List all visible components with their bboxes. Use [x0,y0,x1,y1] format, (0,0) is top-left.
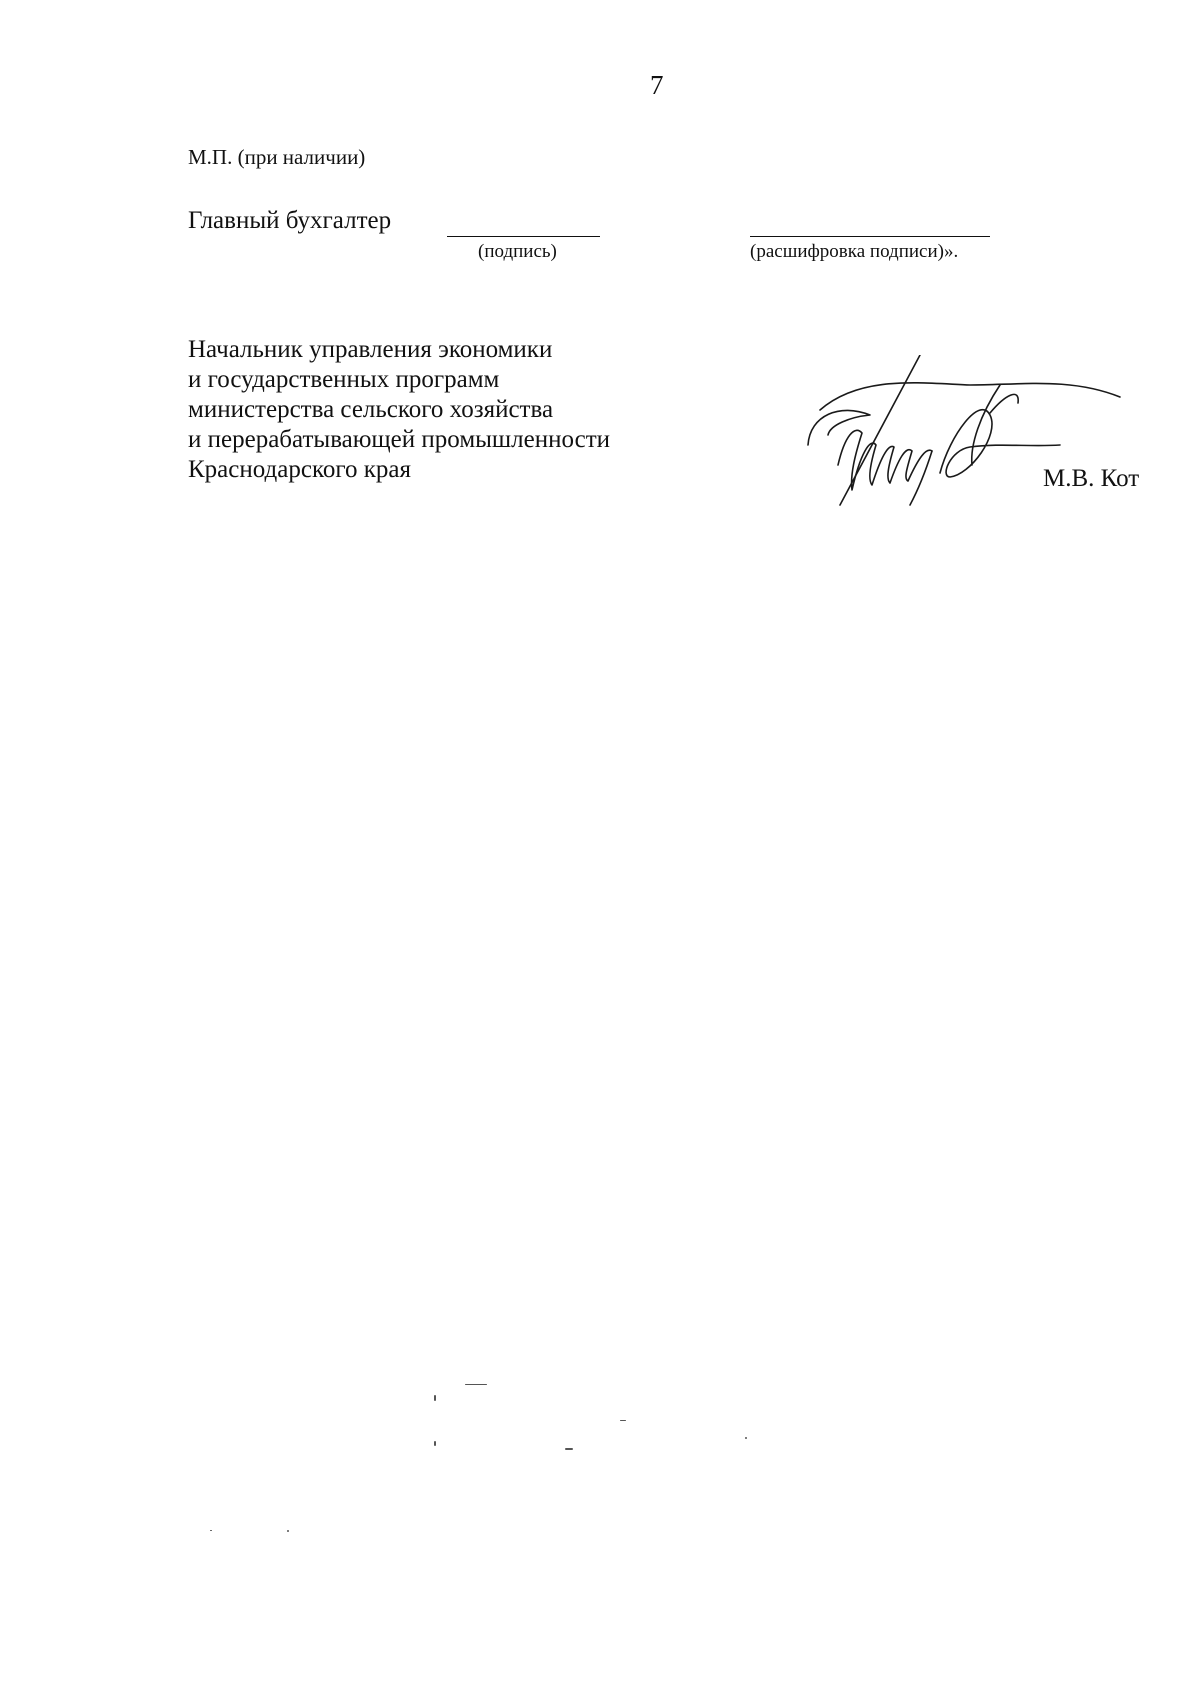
position-line: и государственных программ [188,366,500,393]
page-number: 7 [650,70,664,100]
chief-accountant-label: Главный бухгалтер [188,207,392,234]
scan-speck [434,1441,436,1446]
position-line: Начальник управления экономики [188,336,553,363]
scan-speck [620,1420,626,1421]
signature-line [447,236,600,237]
scan-speck [287,1530,289,1532]
scan-speck [565,1448,573,1450]
scan-speck [434,1395,436,1401]
signature-transcript-line [750,236,990,237]
seal-note: М.П. (при наличии) [188,145,366,169]
signature-caption: (подпись) [478,241,557,262]
official-position [188,335,610,485]
position-line: министерства сельского хозяйства [188,396,554,423]
signer-name: М.В. Кот [1043,465,1140,492]
position-line: Краснодарского края [188,456,411,483]
position-line: и перерабатывающей промышленности [188,426,611,453]
scan-speck [745,1437,747,1439]
scan-speck [210,1530,212,1531]
scan-speck [465,1384,487,1385]
signature-transcript-caption: (расшифровка подписи)». [750,241,959,262]
